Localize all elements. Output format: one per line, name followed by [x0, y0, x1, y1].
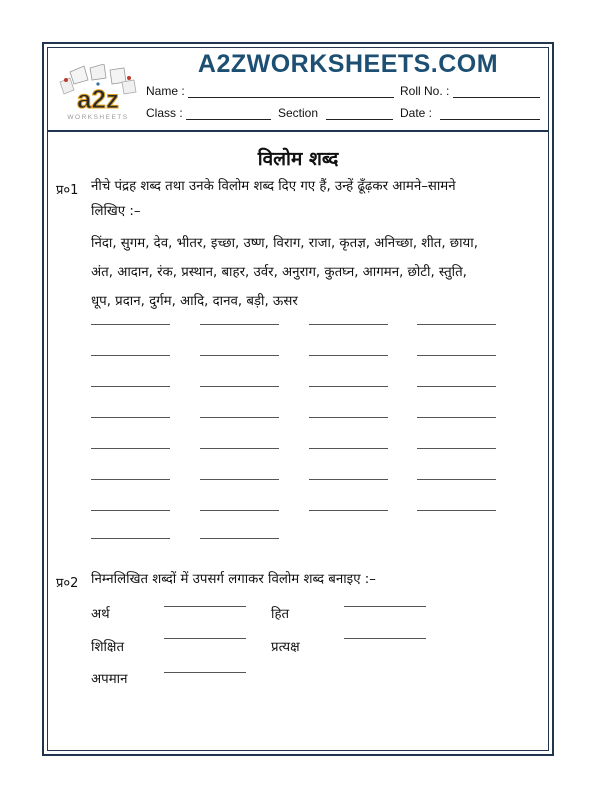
question-2-number: प्र०2 — [56, 576, 79, 591]
q1-answer-blank[interactable] — [309, 386, 388, 387]
q1-answer-blank[interactable] — [309, 324, 388, 325]
q2-answer-blank-5[interactable] — [164, 672, 246, 673]
q1-answer-blank[interactable] — [91, 386, 170, 387]
q1-answer-blank[interactable] — [200, 448, 279, 449]
q1-answer-blank[interactable] — [91, 324, 170, 325]
q2-word-hit: हित — [271, 607, 290, 622]
q1-answer-blank[interactable] — [417, 479, 496, 480]
q1-answer-blank[interactable] — [417, 510, 496, 511]
date-label: Date : — [400, 106, 433, 120]
q1-answer-blank[interactable] — [200, 417, 279, 418]
q2-answer-blank-3[interactable] — [164, 638, 246, 639]
q1-answer-blank[interactable] — [417, 324, 496, 325]
q2-answer-blank-1[interactable] — [164, 606, 246, 607]
name-label: Name : — [146, 84, 185, 98]
q1-answer-blank[interactable] — [200, 538, 279, 539]
q1-answer-blank[interactable] — [309, 417, 388, 418]
question-1-number: प्र०1 — [56, 183, 79, 198]
q1-answer-blank[interactable] — [309, 448, 388, 449]
date-blank[interactable] — [440, 119, 540, 120]
word-list-line3: धूप, प्रदान, दुर्गम, आदि, दानव, बड़ी, ऊसर — [91, 294, 298, 309]
q2-answer-blank-2[interactable] — [344, 606, 426, 607]
name-blank[interactable] — [188, 97, 394, 98]
question-1-text-line2: लिखिए :– — [91, 204, 141, 219]
word-list-line2: अंत, आदान, रंक, प्रस्थान, बाहर, उर्वर, अनुराग, कुतघ्न, आगमन, छोटी, स्तुति, — [91, 265, 467, 280]
q1-answer-blank[interactable] — [309, 510, 388, 511]
site-title: A2ZWORKSHEETS.COM — [197, 50, 499, 78]
q1-answer-blank[interactable] — [417, 386, 496, 387]
q1-answer-blank[interactable] — [417, 448, 496, 449]
question-1-text-line1: नीचे पंद्रह शब्द तथा उनके विलोम शब्द दिए गए हैं, उन्हें ढूँढ़कर आमने–सामने — [91, 179, 456, 194]
section-blank[interactable] — [326, 119, 393, 120]
q1-answer-blank[interactable] — [91, 538, 170, 539]
a2z-logo-icon — [56, 64, 140, 122]
q2-word-apmaan: अपमान — [91, 672, 128, 687]
q1-answer-blank[interactable] — [200, 386, 279, 387]
q1-answer-blank[interactable] — [200, 479, 279, 480]
q1-answer-blank[interactable] — [309, 355, 388, 356]
q1-answer-blank[interactable] — [309, 479, 388, 480]
q1-answer-blank[interactable] — [200, 510, 279, 511]
q1-answer-blank[interactable] — [91, 448, 170, 449]
q1-answer-blank[interactable] — [91, 355, 170, 356]
roll-no-blank[interactable] — [453, 97, 540, 98]
q2-word-pratyaksh: प्रत्यक्ष — [271, 640, 300, 655]
q1-answer-blank[interactable] — [417, 417, 496, 418]
word-list-line1: निंदा, सुगम, देव, भीतर, इच्छा, उष्ण, विराग, राजा, कृतज्ञ, अनिच्छा, शीत, छाया, — [91, 236, 478, 251]
q1-answer-blank[interactable] — [200, 355, 279, 356]
roll-no-label: Roll No. : — [400, 84, 450, 98]
q1-answer-blank[interactable] — [91, 417, 170, 418]
section-label: Section — [278, 106, 319, 120]
worksheet-title: विलोम शब्द — [257, 148, 339, 170]
q1-answer-blank[interactable] — [91, 479, 170, 480]
question-2-text: निम्नलिखित शब्दों में उपसर्ग लगाकर विलोम शब्द बनाइए :– — [91, 572, 376, 587]
class-label: Class : — [146, 106, 183, 120]
class-blank[interactable] — [186, 119, 271, 120]
q1-answer-blank[interactable] — [91, 510, 170, 511]
logo-text: a2z — [77, 84, 119, 114]
header-separator — [47, 130, 549, 132]
q1-answer-blank[interactable] — [200, 324, 279, 325]
logo-subtext: WORKSHEETS — [67, 114, 129, 121]
q1-answer-blank[interactable] — [417, 355, 496, 356]
q2-word-shikshit: शिक्षित — [91, 640, 125, 655]
q2-answer-blank-4[interactable] — [344, 638, 426, 639]
q2-word-arth: अर्थ — [91, 607, 110, 622]
